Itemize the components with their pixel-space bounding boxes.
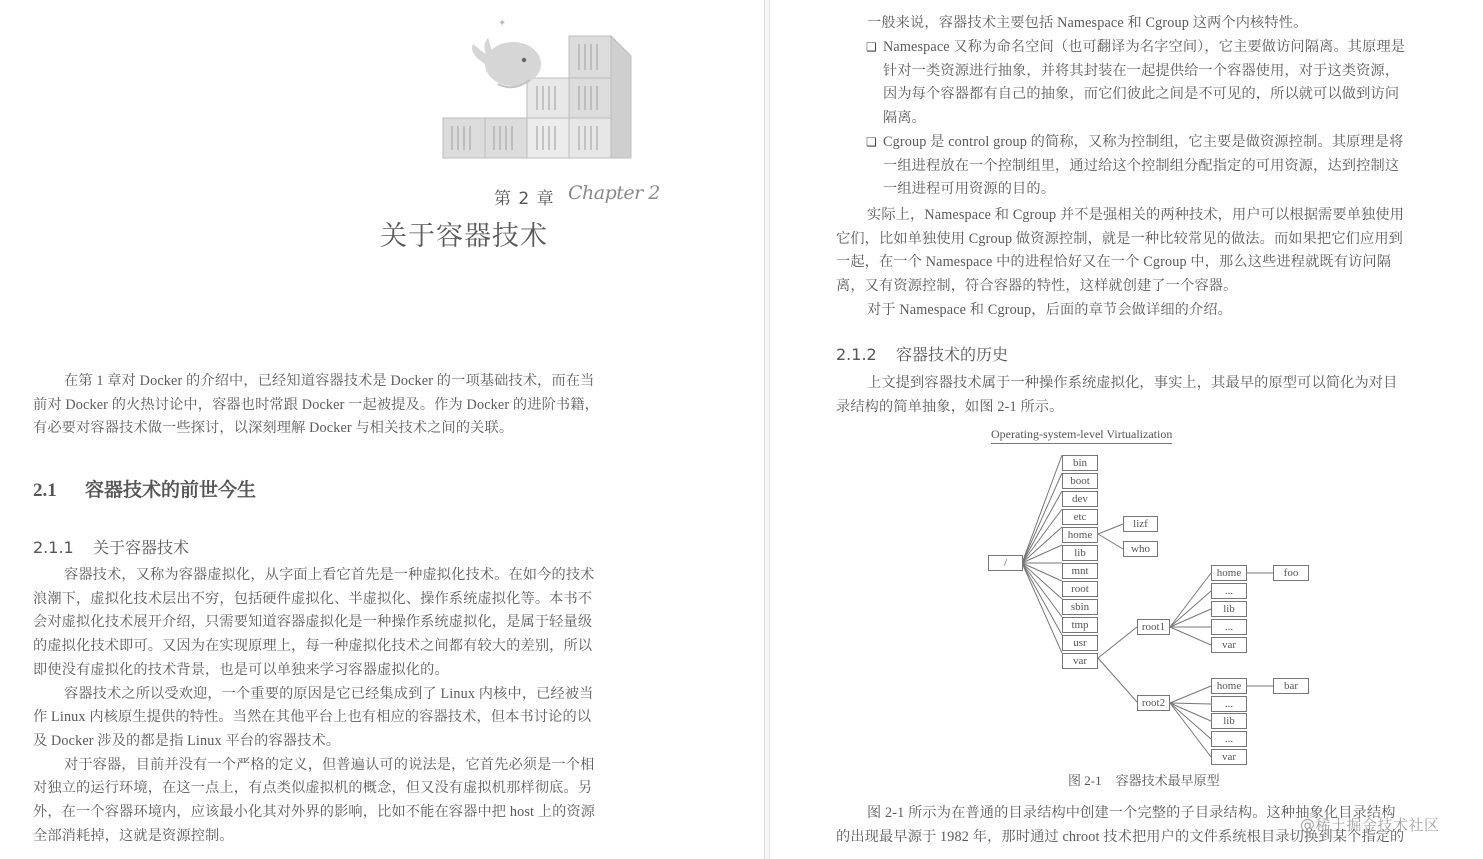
body-paragraphs: 容器技术，又称为容器虚拟化，从字面上看它首先是一种虚拟化技术。在如今的技术 浪潮下，虚拟化技术层出不穷，包括硬件虚拟化、半虚拟化、操作系统虚拟化等。本书不 会对虚拟化技术展开介绍，只需要知道容器虚拟化是一种操作系统虚拟化，是属于轻量级 的虚拟化技术即可。又因为在实现原理上，每一种虚拟化技术之间都有较大的差别，所以 即使没有虚拟化的技术背景，也是可以单独来学习容器虚拟化的。 容器技术之所以受欢迎，一个重要的原因是它已经集成到了 Linux 内核中，已经被当 作 Linux 内核原生提供的特性。当然在其他平台上也有相应的容器技术，但本书讨论的以 及 Docker 涉及的都是指 Linux 平台的容器技术。 对于容器，目前并没有一个严格的定义，但普遍认可的说法是，它首先必须是一个相 对独立的运行环境，在这一点上，有点类似虚拟机的概念，但又没有虚拟机那样彻底。另 外，在一个容器环境内，应该最小化其对外界的影响，比如不能在容器中把 host 上的资源 全部消耗掉，这就是资源控制。 [33, 567, 596, 844]
subsection-number: 2.1.2 [836, 345, 877, 364]
tree-node-bar: bar [1273, 678, 1309, 694]
figure-caption-text: 容器技术最早原型 [1115, 773, 1220, 788]
figure-caption-label: 图 2-1 [1068, 773, 1102, 788]
tree-node-root-dir: root [1062, 581, 1098, 597]
tree-node-root1-home: home [1211, 565, 1247, 581]
subsection-title: 容器技术的历史 [896, 345, 1009, 364]
subsection-heading [33, 535, 189, 558]
tree-node-root1-var: var [1211, 637, 1247, 653]
section-heading [33, 475, 256, 502]
chapter-script-label: Chapter 2 [568, 182, 660, 204]
figure-title: Operating-system-level Virtualization [991, 427, 1172, 444]
tree-node-lizf: lizf [1123, 516, 1158, 532]
chapter-number: 第 2 章 [494, 189, 555, 209]
checkbox-bullet-icon: ❑ [866, 40, 877, 54]
figure-caption [1068, 770, 1220, 789]
tree-node-root2-lib: lib [1211, 713, 1247, 729]
relation-paragraph: 实际上，Namespace 和 Cgroup 并不是强相关的两种技术，用户可以根据需要单独使用 它们，比如单独使用 Cgroup 做资源控制，就是一种比较常见的做法。而如果把它们应用到 一起，在一个 Namespace 中的进程恰好又在一个 Cgroup 中，那么这些进程就既有访问隔 离，又有资源控制，符合容器的特性，这样就创建了一个容器。 对于 Namespace 和 Cgroup，后面的章节会做详细的介绍。 [836, 207, 1405, 318]
watermark: @稀土掘金技术社区 [1300, 816, 1440, 834]
bullet-item-cgroup: ❑ Cgroup 是 control group 的简称，又称为控制组，它主要是做资源控制。其原理是将 一组进程放在一个控制组里，通过给这个控制组分配指定的可用资源，达到控制这 一组进程可用资源的目的。 [866, 131, 1464, 202]
tree-node-lib: lib [1062, 545, 1098, 561]
tree-node-mnt: mnt [1062, 563, 1098, 579]
tree-node-foo: foo [1273, 565, 1309, 581]
tree-node-boot: boot [1062, 473, 1098, 489]
lead-paragraph: 一般来说，容器技术主要包括 Namespace 和 Cgroup 这两个内核特性。 [867, 15, 1308, 31]
tree-node-root2: root2 [1137, 695, 1170, 711]
tree-node-tmp: tmp [1062, 617, 1098, 633]
tree-node-root2-ellipsis: ... [1211, 696, 1247, 712]
tree-node-bin: bin [1062, 455, 1098, 471]
after-figure-paragraph: 图 2-1 所示为在普通的目录结构中创建一个完整的子目录结构。这种抽象化目录结构 的出现最早源于 1982 年，那时通过 chroot 技术把用户的文件系统根目录切换到某个指定的 [836, 805, 1405, 845]
tree-node-dev: dev [1062, 491, 1098, 507]
tree-node-root2-ellipsis: ... [1211, 731, 1247, 747]
tree-node-sbin: sbin [1062, 599, 1098, 615]
tree-node-usr: usr [1062, 635, 1098, 651]
checkbox-bullet-icon: ❑ [866, 134, 877, 149]
tree-node-root1-ellipsis: ... [1211, 619, 1247, 635]
tree-node-root: / [988, 555, 1023, 571]
tree-node-root1-lib: lib [1211, 601, 1247, 617]
tree-node-root2-home: home [1211, 678, 1247, 694]
tree-node-root1: root1 [1137, 619, 1170, 635]
tree-node-root2-var: var [1211, 749, 1247, 765]
history-paragraph: 上文提到容器技术属于一种操作系统虚拟化，事实上，其最早的原型可以简化为对目 录结构的简单抽象，如图 2-1 所示。 [836, 375, 1398, 415]
docker-whale-containers-illustration [438, 14, 668, 164]
subsection-number: 2.1.1 [33, 538, 74, 557]
intro-paragraph: 在第 1 章对 Docker 的介绍中，已经知道容器技术是 Docker 的一项基础技术，而在当 前对 Docker 的火热讨论中，容器也时常跟 Docker 一起被提及。作为 Docker 的进阶书籍， 有必要对容器技术做一些探讨，以深刻理解 Docker 与相关技术之间的关联。 [33, 373, 599, 437]
tree-node-home: home [1062, 527, 1098, 543]
svg-text:✦: ✦ [498, 18, 507, 29]
section-title: 容器技术的前世今生 [85, 480, 257, 501]
whale-icon [472, 18, 541, 87]
tree-node-var: var [1062, 653, 1098, 669]
subsection-title: 关于容器技术 [93, 538, 190, 557]
chapter-title: 关于容器技术 [380, 221, 548, 252]
bullet-list [866, 36, 1464, 202]
subsection-heading-history [836, 342, 1008, 365]
section-number: 2.1 [33, 480, 57, 501]
tree-node-etc: etc [1062, 509, 1098, 525]
tree-node-who: who [1123, 541, 1158, 557]
tree-node-root1-ellipsis: ... [1211, 583, 1247, 599]
bullet-item-namespace: ❑ Namespace 又称为命名空间（也可翻译为名字空间），它主要做访问隔离。其原理是 针对一类资源进行抽象，并将其封装在一起提供给一个容器使用，对于这类资源， 因为每个容器都有自己的抽象，而它们彼此之间是不可见的，所以就可以做到访问 隔离。 [866, 36, 1464, 131]
